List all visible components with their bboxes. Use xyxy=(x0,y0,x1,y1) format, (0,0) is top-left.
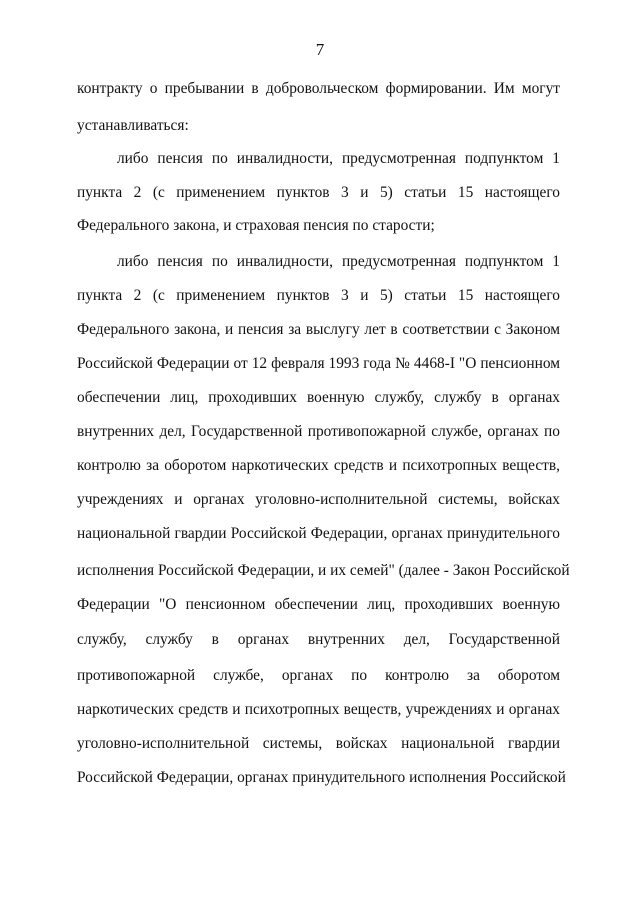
text-line-9: Российской Федерации от 12 февраля 1993 года № 4468-I "О пенсионном xyxy=(77,355,560,372)
text-line-17: службу, службу в органах внутренних дел, Государственной xyxy=(77,631,560,648)
text-line-2: устанавливаться: xyxy=(77,117,189,134)
text-line-3: либо пенсия по инвалидности, предусмотренная подпунктом 1 xyxy=(117,150,560,167)
text-line-8: Федерального закона, и пенсия за выслугу лет в соответствии с Законом xyxy=(77,321,560,338)
text-line-21: Российской Федерации, органах принудительного исполнения Российской xyxy=(77,769,566,786)
text-line-15: исполнения Российской Федерации, и их семей" (далее - Закон Российской xyxy=(77,562,570,579)
text-line-20: уголовно-исполнительной системы, войсках национальной гвардии xyxy=(77,735,560,752)
text-line-10: обеспечении лиц, проходивших военную службу, службу в органах xyxy=(77,389,560,406)
text-line-11: внутренних дел, Государственной противопожарной службе, органах по xyxy=(77,423,560,440)
text-line-13: учреждениях и органах уголовно-исполнительной системы, войсках xyxy=(77,491,560,508)
text-line-1: контракту о пребывании в добровольческом формировании. Им могут xyxy=(77,80,560,97)
text-line-5: Федерального закона, и страховая пенсия по старости; xyxy=(77,217,435,234)
text-line-19: наркотических средств и психотропных веществ, учреждениях и органах xyxy=(77,701,560,718)
text-line-7: пункта 2 (с применением пунктов 3 и 5) статьи 15 настоящего xyxy=(77,287,560,304)
text-line-14: национальной гвардии Российской Федерации, органах принудительного xyxy=(77,525,560,542)
text-line-12: контролю за оборотом наркотических средств и психотропных веществ, xyxy=(77,457,560,474)
text-line-18: противопожарной службе, органах по контролю за оборотом xyxy=(77,667,560,684)
text-line-16: Федерации "О пенсионном обеспечении лиц, проходивших военную xyxy=(77,596,560,613)
text-line-4: пункта 2 (с применением пунктов 3 и 5) статьи 15 настоящего xyxy=(77,184,560,201)
page-number: 7 xyxy=(315,40,325,59)
text-line-6: либо пенсия по инвалидности, предусмотренная подпунктом 1 xyxy=(117,253,560,270)
